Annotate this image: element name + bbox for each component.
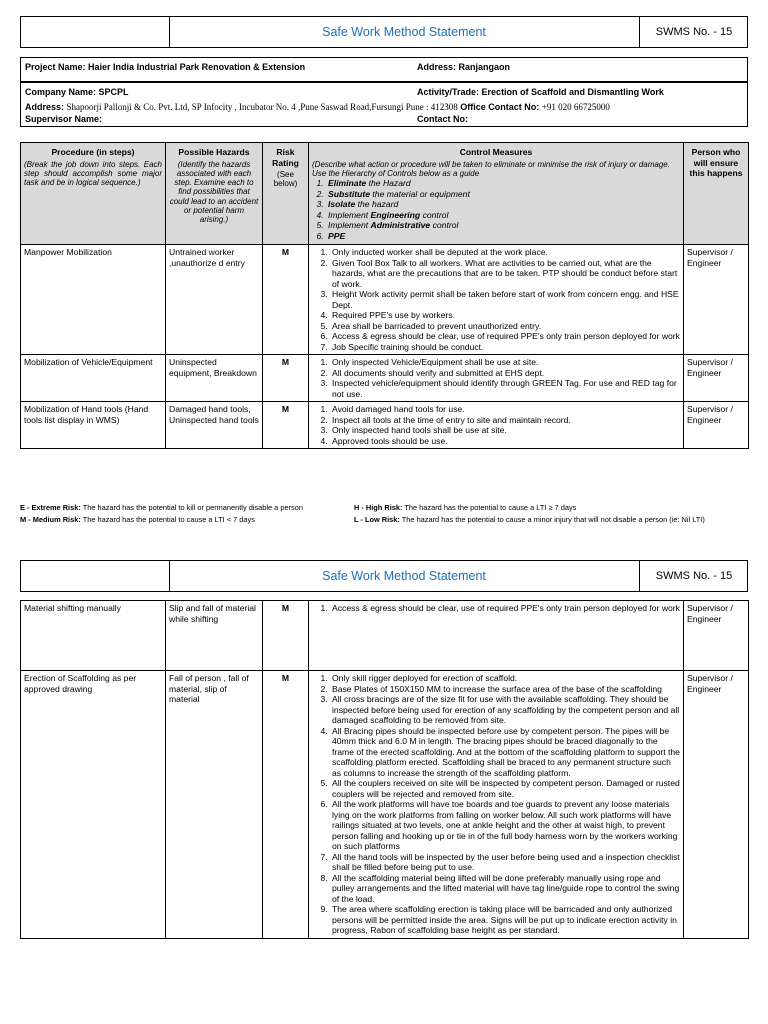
risk-rating-cell: M bbox=[263, 601, 309, 671]
header-bar-page2 bbox=[20, 560, 748, 592]
hierarchy-item: 3. Isolate the hazard bbox=[326, 199, 680, 210]
control-measure-item: 4. All Bracing pipes should be inspected before use by competent person. The pipes will be 40mm thick and 6.0 M in length. The bracing pipes should be braced diagonally to the frame of the erected scaffolding. And at the bottom of the scaffolding platform to support the scaffolding platform erected. Scaffolding shall be braced to any permanent structure such as columns to increase the strength of the scaffolding platform. bbox=[330, 726, 680, 779]
project-name-label: Project Name: bbox=[25, 62, 86, 72]
swms-table-page2 bbox=[20, 600, 749, 939]
control-measure-item: 1. Avoid damaged hand tools for use. bbox=[330, 404, 680, 415]
responsible-person-cell: Supervisor / Engineer bbox=[684, 671, 749, 939]
table-row bbox=[21, 671, 749, 939]
control-measure-item: 3. All cross bracings are of the size fit for use with the available scaffolding. They should be inspected before being used for erection of any scaffolding by the competent person and all damaged scaffolding to be removed from site. bbox=[330, 694, 680, 726]
legend-extreme-text: The hazard has the potential to kill or permanently disable a person bbox=[82, 503, 303, 512]
control-measures-list bbox=[312, 404, 680, 446]
control-measures-list bbox=[312, 357, 680, 399]
person-header-title: Person who will ensure this happens bbox=[689, 147, 743, 178]
company-name-value: SPCPL bbox=[98, 87, 129, 97]
responsible-person-cell: Supervisor / Engineer bbox=[684, 245, 749, 355]
table-row bbox=[21, 245, 749, 355]
control-measure-item: 6. All the work platforms will have toe boards and toe guards to prevent any loose materials lying on the work platforms from falling on worker below. All such work platforms will have railings situated at two levels, one at ankle height and the other at waist high, to prevent person falling and hooking up or tie in of the full body harness worn by the workers working on such platforms bbox=[330, 799, 680, 852]
control-measures-list bbox=[312, 603, 680, 614]
control-measure-item: 2. Given Tool Box Talk to all workers. What are activities to be carried out, what are the hazards, what are the precautions that are to be taken. PTP should be conduct before start of work. bbox=[330, 258, 680, 290]
project-name bbox=[25, 62, 305, 72]
control-measure-item: 2. Base Plates of 150X150 MM to increase the surface area of the base of the scaffolding bbox=[330, 684, 680, 695]
hierarchy-item: 6. PPE bbox=[326, 231, 680, 242]
project-box bbox=[20, 57, 748, 82]
procedure-header-note: (Break the job down into steps. Each step should accomplish some major task and be in logical sequence.) bbox=[24, 159, 162, 188]
responsible-person-cell: Supervisor / Engineer bbox=[684, 402, 749, 449]
office-contact-label: Office Contact No: bbox=[460, 102, 540, 112]
control-measures-cell bbox=[309, 245, 684, 355]
activity-label: Activity/Trade: bbox=[417, 87, 480, 97]
legend-medium-text: The hazard has the potential to cause a LTI < 7 days bbox=[82, 515, 255, 524]
control-measures-list bbox=[312, 247, 680, 352]
contact-no-label: Contact No: bbox=[417, 114, 468, 124]
control-header-note: (Describe what action or procedure will be taken to eliminate or minimise the risk of injury or damage. Use the Hierarchy of Controls below as a guide bbox=[312, 159, 670, 178]
legend-high-text: The hazard has the potential to cause a LTI ≥ 7 days bbox=[404, 503, 577, 512]
control-measure-item: 8. All the scaffolding material being lifted will be done preferably manually using rope and pulley arrangements and the lifted material will have tag line/guide rope to control the swing of the load. bbox=[330, 873, 680, 905]
hazard-cell: Untrained worker ,unauthorize d entry bbox=[166, 245, 263, 355]
table-row bbox=[21, 601, 749, 671]
hierarchy-of-controls bbox=[312, 178, 680, 241]
table-body-page2 bbox=[21, 601, 749, 939]
hazards-header-title: Possible Hazards bbox=[178, 147, 250, 157]
risk-header-title: Risk Rating bbox=[272, 147, 299, 168]
legend-low-text: The hazard has the potential to cause a minor injury that will not disable a person (ie: Nil LTI) bbox=[401, 515, 705, 524]
company-address-label: Address: bbox=[25, 102, 65, 112]
hierarchy-item: 5. Implement Administrative control bbox=[326, 220, 680, 231]
company-address bbox=[25, 102, 610, 112]
legend-low-label: L - Low Risk: bbox=[354, 515, 400, 524]
office-contact-value: +91 020 66725000 bbox=[541, 102, 610, 112]
col-procedure-header bbox=[21, 143, 166, 245]
swms-number: SWMS No. - 15 bbox=[655, 26, 733, 38]
control-header-title: Control Measures bbox=[459, 147, 533, 157]
legend-medium bbox=[20, 515, 255, 524]
control-measure-item: 4. Approved tools should be use. bbox=[330, 436, 680, 447]
table-header-row bbox=[21, 143, 749, 245]
control-measure-item: 9. The area where scaffolding erection is taking place will be barricaded and only authorized persons will be permitted inside the area. Signs will be put up to indicate erection activity in progress, Rabon of scaffolding base height as per standard. bbox=[330, 904, 680, 936]
control-measures-cell bbox=[309, 671, 684, 939]
company-box bbox=[20, 82, 748, 127]
project-address bbox=[417, 62, 510, 72]
header-blank-cell bbox=[21, 17, 170, 47]
col-person-header bbox=[684, 143, 749, 245]
control-measure-item: 4. Required PPE's use by workers. bbox=[330, 310, 680, 321]
procedure-cell: Manpower Mobilization bbox=[21, 245, 166, 355]
responsible-person-cell: Supervisor / Engineer bbox=[684, 601, 749, 671]
control-measure-item: 7. Job Specific training should be conduct. bbox=[330, 342, 680, 353]
project-address-value: Ranjangaon bbox=[458, 62, 511, 72]
hazard-cell: Slip and fall of material while shifting bbox=[166, 601, 263, 671]
table-body-page1 bbox=[21, 245, 749, 449]
risk-rating-cell: M bbox=[263, 671, 309, 939]
control-measure-item: 3. Only inspected hand tools shall be use at site. bbox=[330, 425, 680, 436]
hierarchy-item: 1. Eliminate the Hazard bbox=[326, 178, 680, 189]
doc-title: Safe Work Method Statement bbox=[169, 561, 640, 591]
hazard-cell: Damaged hand tools, Uninspected hand tools bbox=[166, 402, 263, 449]
project-name-value: Haier India Industrial Park Renovation & Extension bbox=[88, 62, 306, 72]
legend-low bbox=[354, 515, 705, 524]
supervisor-name-label: Supervisor Name: bbox=[25, 114, 103, 124]
risk-header-note: (See below) bbox=[273, 170, 298, 189]
risk-rating-cell: M bbox=[263, 402, 309, 449]
hazard-cell: Uninspected equipment, Breakdown bbox=[166, 355, 263, 402]
procedure-cell: Mobilization of Hand tools (Hand tools list display in WMS) bbox=[21, 402, 166, 449]
legend-high-label: H - High Risk: bbox=[354, 503, 403, 512]
header-bar bbox=[20, 16, 748, 48]
control-measure-item: 5. Area shall be barricaded to prevent unauthorized entry. bbox=[330, 321, 680, 332]
procedure-cell: Erection of Scaffolding as per approved drawing bbox=[21, 671, 166, 939]
control-measure-item: 3. Height Work activity permit shall be taken before start of work from concern engg. and HSE Dept. bbox=[330, 289, 680, 310]
col-hazards-header bbox=[166, 143, 263, 245]
table-row bbox=[21, 355, 749, 402]
table-row bbox=[21, 402, 749, 449]
control-measure-item: 6. Access & egress should be clear, use of required PPE's only train person deployed for work bbox=[330, 331, 680, 342]
control-measure-item: 1. Only inspected Vehicle/Equipment shall be use at site. bbox=[330, 357, 680, 368]
procedure-header-title: Procedure (in steps) bbox=[51, 147, 135, 157]
swms-number: SWMS No. - 15 bbox=[655, 570, 733, 582]
legend-extreme bbox=[20, 503, 303, 512]
company-name-label: Company Name: bbox=[25, 87, 97, 97]
doc-title: Safe Work Method Statement bbox=[169, 17, 640, 47]
responsible-person-cell: Supervisor / Engineer bbox=[684, 355, 749, 402]
header-blank-cell bbox=[21, 561, 170, 591]
legend-high bbox=[354, 503, 576, 512]
control-measure-item: 1. Access & egress should be clear, use of required PPE's only train person deployed for work bbox=[330, 603, 680, 614]
project-address-label: Address: bbox=[417, 62, 457, 72]
risk-rating-cell: M bbox=[263, 245, 309, 355]
hazard-cell: Fall of person , fall of material, slip of material bbox=[166, 671, 263, 939]
activity-value: Erection of Scaffold and Dismantling Work bbox=[481, 87, 664, 97]
control-measure-item: 1. Only skill rigger deployed for erection of scaffold. bbox=[330, 673, 680, 684]
company-name bbox=[25, 87, 129, 97]
legend-medium-label: M - Medium Risk: bbox=[20, 515, 81, 524]
swms-table-page1 bbox=[20, 142, 749, 449]
control-measure-item: 3. Inspected vehicle/equipment should identify through GREEN Tag. For use and RED tag for not use. bbox=[330, 378, 680, 399]
hierarchy-item: 2. Substitute the material or equipment bbox=[326, 189, 680, 200]
procedure-cell: Mobilization of Vehicle/Equipment bbox=[21, 355, 166, 402]
hierarchy-item: 4. Implement Engineering control bbox=[326, 210, 680, 221]
hazards-header-note: (Identify the hazards associated with each step. Examine each to find possibilities that could lead to an accident or potential harm arising.) bbox=[169, 159, 259, 225]
company-address-value: Shapoorji Pallonji & Co. Pvt. Ltd, SP Infocity , Incubator No. 4 ,Pune Saswad Road,Fursungi Pune : 412308 bbox=[66, 102, 458, 112]
legend-extreme-label: E - Extreme Risk: bbox=[20, 503, 81, 512]
control-measure-item: 2. All documents should verify and submitted at EHS dept. bbox=[330, 368, 680, 379]
col-risk-header bbox=[263, 143, 309, 245]
risk-rating-cell: M bbox=[263, 355, 309, 402]
control-measure-item: 1. Only inducted worker shall be deputed at the work place. bbox=[330, 247, 680, 258]
control-measures-cell bbox=[309, 402, 684, 449]
control-measures-list bbox=[312, 673, 680, 936]
control-measures-cell bbox=[309, 355, 684, 402]
activity-trade bbox=[417, 87, 664, 97]
col-control-header bbox=[309, 143, 684, 245]
control-measure-item: 7. All the hand tools will be inspected by the user before being used and a inspection checklist shall be filled before being put to use. bbox=[330, 852, 680, 873]
procedure-cell: Material shifting manually bbox=[21, 601, 166, 671]
control-measure-item: 2. Inspect all tools at the time of entry to site and maintain record. bbox=[330, 415, 680, 426]
control-measures-cell bbox=[309, 601, 684, 671]
control-measure-item: 5. All the couplers received on site will be inspected by competent person. Damaged or rusted couplers will be rejected and removed from site. bbox=[330, 778, 680, 799]
